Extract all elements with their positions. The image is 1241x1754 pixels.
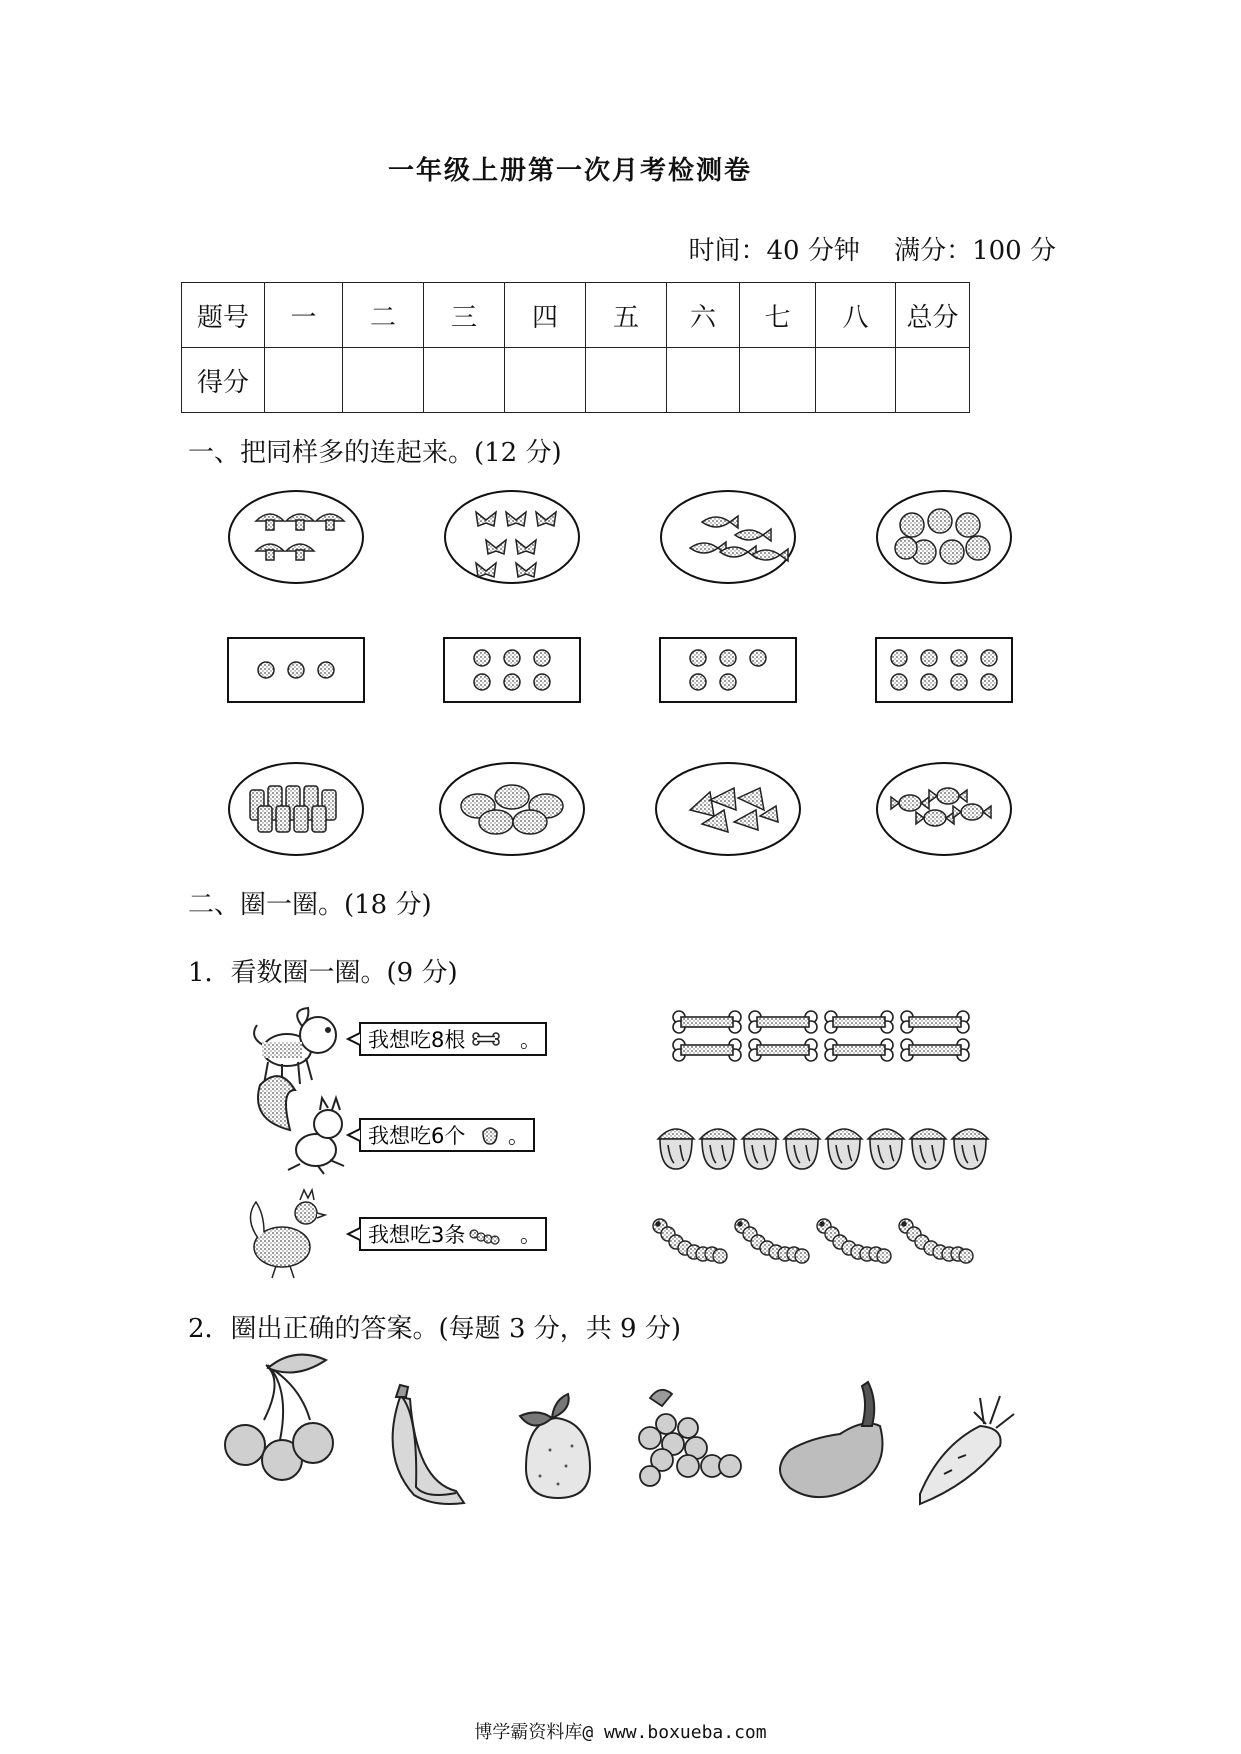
score-header-cell: 七 <box>740 283 816 348</box>
radish-icon[interactable] <box>920 1396 1014 1504</box>
dot <box>534 674 550 690</box>
worm-icon[interactable] <box>735 1219 809 1263</box>
dot <box>690 674 706 690</box>
score-header-cell: 四 <box>505 283 586 348</box>
plate-breads[interactable] <box>440 763 584 855</box>
bubble-text-dog: 我想吃8根 <box>368 1028 466 1052</box>
score-header-cell: 三 <box>424 283 505 348</box>
section2-q1-heading: 1．看数圈一圈。(9 分) <box>188 958 458 988</box>
bone-icon[interactable] <box>901 1011 969 1033</box>
footer-credit: 博学霸资料库@ www.boxueba.com <box>474 1722 767 1743</box>
dot <box>981 650 997 666</box>
dot <box>720 650 736 666</box>
full-score: 满分：100 分 <box>894 236 1056 266</box>
acorns-group <box>658 1129 988 1169</box>
bone-icon[interactable] <box>749 1039 817 1061</box>
bubble-text-squirrel: 我想吃6个 <box>368 1124 466 1148</box>
worm-icon[interactable] <box>653 1219 727 1263</box>
dot <box>921 650 937 666</box>
acorn-icon[interactable] <box>742 1129 778 1169</box>
squirrel-icon <box>258 1076 344 1174</box>
svg-text:。: 。 <box>520 1028 541 1052</box>
worm-icon[interactable] <box>899 1219 973 1263</box>
acorn-icon <box>483 1128 497 1144</box>
page-title: 一年级上册第一次月考检测卷 <box>387 156 752 186</box>
dot <box>318 662 334 678</box>
dot-box[interactable] <box>228 638 364 702</box>
plate-apples[interactable] <box>877 491 1011 583</box>
worms-group <box>653 1219 973 1263</box>
bubble-text-rooster: 我想吃3条 <box>368 1223 466 1247</box>
plate-mushrooms[interactable] <box>229 491 363 583</box>
score-header-cell: 一 <box>265 283 343 348</box>
speech-bubble <box>348 1023 546 1055</box>
dot <box>474 674 490 690</box>
plate-candies[interactable] <box>877 763 1011 855</box>
speech-bubble <box>348 1119 534 1151</box>
pear-icon[interactable] <box>520 1394 590 1498</box>
eggplant-icon[interactable] <box>780 1382 883 1497</box>
dot <box>921 674 937 690</box>
speech-bubble <box>348 1218 546 1250</box>
section1-heading: 一、把同样多的连起来。(12 分) <box>188 438 562 468</box>
dot <box>258 662 274 678</box>
bone-icon[interactable] <box>825 1011 893 1033</box>
acorn-icon[interactable] <box>700 1129 736 1169</box>
bone-icon[interactable] <box>673 1011 741 1033</box>
acorn-icon[interactable] <box>952 1129 988 1169</box>
acorn-icon[interactable] <box>658 1129 694 1169</box>
plate-cakes[interactable] <box>656 763 800 855</box>
acorn-icon[interactable] <box>784 1129 820 1169</box>
dot <box>750 650 766 666</box>
dot <box>951 650 967 666</box>
dot <box>720 674 736 690</box>
banana-icon[interactable] <box>393 1385 464 1504</box>
bone-icon[interactable] <box>825 1039 893 1061</box>
score-header-cell: 题号 <box>182 283 265 348</box>
acorn-icon[interactable] <box>868 1129 904 1169</box>
worm-icon[interactable] <box>817 1219 891 1263</box>
grapes-icon[interactable] <box>639 1390 741 1486</box>
section2-heading: 二、圈一圈。(18 分) <box>188 890 432 920</box>
dot <box>504 650 520 666</box>
score-header-cell: 八 <box>816 283 896 348</box>
dot <box>891 674 907 690</box>
bones-group <box>673 1011 969 1061</box>
dot <box>690 650 706 666</box>
acorn-icon[interactable] <box>826 1129 862 1169</box>
score-header-cell: 二 <box>343 283 424 348</box>
dot <box>474 650 490 666</box>
svg-text:。: 。 <box>508 1124 529 1148</box>
rooster-icon <box>250 1190 325 1278</box>
dot <box>891 650 907 666</box>
score-header-cell: 总分 <box>896 283 970 348</box>
plate-fish[interactable] <box>661 491 795 583</box>
score-row-label: 得分 <box>182 348 265 413</box>
dot <box>951 674 967 690</box>
dot <box>534 650 550 666</box>
dog-icon <box>254 1008 336 1086</box>
bone-icon[interactable] <box>901 1039 969 1061</box>
plate-butterflies[interactable] <box>445 491 579 583</box>
dot-box[interactable] <box>444 638 580 702</box>
score-header-cell: 六 <box>667 283 740 348</box>
dot <box>504 674 520 690</box>
dot <box>288 662 304 678</box>
section2-q2-heading: 2．圈出正确的答案。(每题 3 分，共 9 分) <box>188 1314 681 1344</box>
score-header-cell: 五 <box>586 283 667 348</box>
dot-box[interactable] <box>876 638 1012 702</box>
bone-icon[interactable] <box>749 1011 817 1033</box>
plate-bottles[interactable] <box>229 763 363 855</box>
time-limit: 时间：40 分钟 <box>688 236 860 266</box>
bone-icon[interactable] <box>673 1039 741 1061</box>
acorn-icon[interactable] <box>910 1129 946 1169</box>
dot-box[interactable] <box>660 638 796 702</box>
dot-boxes <box>228 638 1012 702</box>
svg-text:。: 。 <box>520 1223 541 1247</box>
dot <box>981 674 997 690</box>
cherries-icon[interactable] <box>225 1355 333 1480</box>
